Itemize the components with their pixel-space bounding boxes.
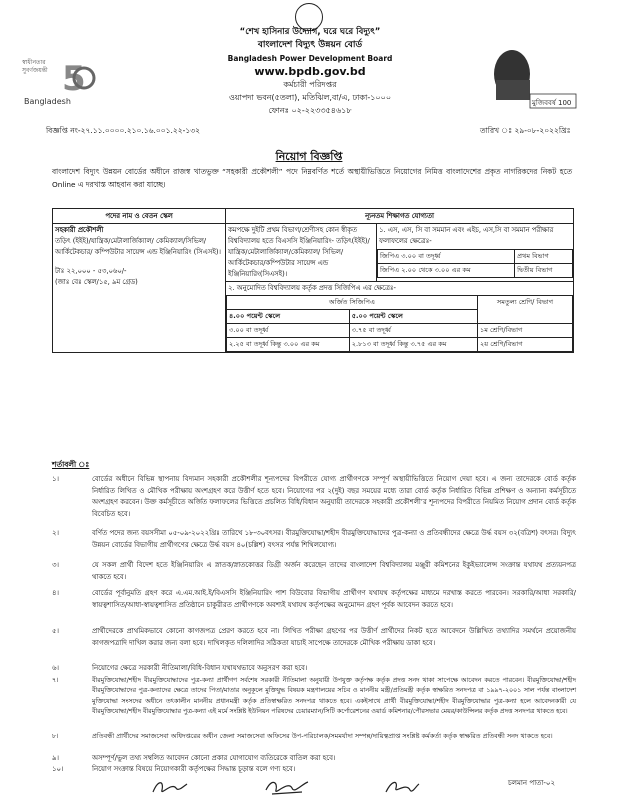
list-item	[52, 626, 576, 649]
letterhead	[170, 26, 450, 117]
ssc-div: দ্বিতীয় বিভাগ	[515, 264, 573, 278]
svg-text:স্বাধীনতার: স্বাধীনতার	[22, 59, 46, 66]
condition-number: ২।	[52, 529, 59, 537]
condition-number: ৮।	[52, 732, 59, 740]
address: ওয়াপদা ভবন(৫তলা), মতিঝিল,বা/এ, ঢাকা-১০০০	[228, 93, 392, 102]
grade: (জাঃ বেঃ স্কেল/১৫, ৯ম গ্রেড)	[55, 278, 138, 286]
intro-paragraph: বাংলাদেশ বিদ্যুৎ উন্নয়ন বোর্ডের অধীনে রাজস্ব খাতভুক্ত “সহকারী প্রকৌশলী” পদে নিম্নবর্ণিত শর্তে অস্থায়ীভিত্তিতে নিয়োগের নিমিত্ত বাংলাদেশের প্রকৃত নাগরিকদের নিকট হতে Online এ দরখাস্ত আহবান করা যাচ্ছে।	[52, 167, 572, 189]
condition-text: বোর্ডের পূর্বানুমতি গ্রহণ করে এ.এম.আই.ই/বিএসসি ইঞ্জিনিয়ারিং পাশ বিউবোর বিভাগীয় প্রার্থীগণ যথাযথ কর্তৃপক্ষের মাধ্যমে দরখাস্ত করতে পারবেন। সরকারি/আধা সরকারি/স্বায়ত্বশাসিত/আধা-স্বায়ত্বশাসিত প্রতিষ্ঠানে চাকুরীরত প্রার্থীগণকে অবশ্যই যথাযথ কর্তৃপক্ষের অনুমোদন গ্রহণ পূর্বক আবেদন করতে হবে।	[92, 589, 576, 609]
table-row	[378, 264, 573, 278]
cgpa-scale5: ৩.৭৫ বা তদূর্ধ্ব	[349, 324, 477, 338]
uni-header: ২. অনুমোদিত বিশ্ববিদ্যালয় কর্তৃক প্রদত্ত সিজিপিএ এর ক্ষেত্রেঃ-	[228, 284, 396, 292]
ssc-gpa: জিপিএ ৩.০০ বা তদূর্ধ্ব	[378, 250, 515, 264]
col-header-post: পদের নাম ও বেতন স্কেল	[53, 209, 226, 224]
mujib-borsho-logo	[460, 44, 580, 114]
condition-number: ১।	[52, 475, 59, 483]
signature-2	[262, 776, 312, 798]
list-item	[52, 731, 576, 742]
qualification-text: কমপক্ষে দুইটি প্রথম বিভাগ/শ্রেণীসহ কোন স্বীকৃত বিশ্ববিদ্যালয় হতে বিএসসি ইঞ্জিনিয়ারিং- তড়িৎ(ইইই)/যান্ত্রিক/মেটালার্জিক্যাল/কেমিক্যাল/ সিভিল/আর্কিটেকচার/কম্পিউটার সায়েন্স এন্ড ইঞ্জিনিয়ারিং(সিএসই)।	[226, 224, 377, 282]
phone: ফোনঃ ০২-২২৩৩৫৪৬১৮	[268, 106, 352, 115]
pay-scale: টাঃ ২২,০০০ - ৫৩,০৬০/-	[55, 267, 127, 275]
cgpa-class: ২য় শ্রেণি/বিভাগ	[478, 338, 573, 352]
cgpa-class: ১ম শ্রেণি/বিভাগ	[478, 324, 573, 338]
list-item	[52, 753, 576, 763]
condition-text: নিয়োগের ক্ষেত্রে সরকারী নীতিমালা/বিধি-বিধান যথাযথভাবে অনুসরণ করা হবে।	[92, 664, 308, 672]
condition-text: অসম্পূর্ণ/ভুল তথ্য সম্বলিত আবেদন কোনো প্রকার যোগাযোগ ব্যতিরেকে বাতিল করা হবে।	[92, 754, 336, 762]
cgpa-scale4: ৩.০০ বা তদূর্ধ্ব	[227, 324, 350, 338]
condition-text: প্রার্থীদেরকে প্রাথমিকভাবে কোনো কাগজপত্র প্রেরণ করতে হবে না। লিখিত পরীক্ষা গ্রহণের পর উত্তীর্ণ প্রার্থীদের নিকট হতে আবেদনে উল্লিখিত তথ্যাদির সমর্থনে প্রয়োজনীয় কাগজপত্রাদি দাখিল করার জন্য বলা হবে। দাখিলকৃত দলিলাদির সঠিকতা যাচাই সাপেক্ষে তাদেরকে মৌখিক পরীক্ষায় ডাকা হবে।	[92, 627, 576, 647]
condition-number: ৭।	[52, 677, 59, 684]
list-item	[52, 588, 576, 611]
condition-number: ৫।	[52, 627, 59, 635]
scale5-header: ৫.০০ পয়েন্ট স্কেলে	[349, 310, 477, 324]
condition-text: প্রতিবন্ধী প্রার্থীদের সমাজসেবা অধিদপ্তরের অধীন জেলা সমাজসেবা অফিসের উপ-পরিচালক/সমমর্যাদা সম্পন্ন/দায়িত্বপ্রাপ্ত সংশ্লিষ্ট কর্মকর্তা কর্তৃক স্বাক্ষরিত প্রতিবন্ধী সনদ থাকতে হবে।	[92, 732, 553, 740]
page-title: নিয়োগ বিজ্ঞপ্তি	[275, 150, 343, 163]
condition-text: যে সকল প্রার্থী বিদেশ হতে ইঞ্জিনিয়ারিং এ স্নাতক/স্নাতকোত্তর ডিগ্রী অর্জন করেছেন তাদের বাংলাদেশ বিশ্ববিদ্যালয় মঞ্জুরী কমিশনের ইকুইভ্যালেন্স সংক্রান্ত যথাযথ প্রত্যয়নপত্র থাকতে হবে।	[92, 561, 576, 581]
condition-number: ৬।	[52, 664, 59, 672]
list-item	[52, 764, 576, 774]
list-item	[52, 676, 576, 718]
cgpa-col-header: অর্জিত সিজিপিএ	[227, 296, 478, 310]
col-header-qualification: ন্যূনতম শিক্ষাগত যোগ্যতা	[226, 209, 574, 224]
conditions-title: শর্তাবলী ঃ	[52, 460, 90, 469]
svg-text:5: 5	[62, 59, 86, 99]
signature-3	[382, 776, 422, 798]
slogan: “শেখ হাসিনার উদ্যোগ, ঘরে ঘরে বিদ্যুৎ”	[239, 27, 381, 37]
list-item	[52, 560, 576, 583]
list-item	[52, 528, 576, 551]
condition-number: ৪।	[52, 589, 59, 597]
logo-right-text: মুজিববর্ষ 100	[532, 99, 572, 107]
org-name-bn: বাংলাদেশ বিদ্যুৎ উন্নয়ন বোর্ড	[257, 40, 363, 50]
condition-text: বোর্ডের অধীনে বিভিন্ন স্থাপনায় বিদ্যমান সহকারী প্রকৌশলীর শূন্যপদের বিপরীতে যোগ্য প্রার্থীগণকে সম্পূর্ণ অস্থায়ীভিত্তিতে নিয়োগ দেয়া হবে। এ জন্য তাদেরকে বোর্ড কর্তৃক নির্ধারিত লিখিত ও মৌখিক পরীক্ষায় অংশগ্রহণ করে উত্তীর্ণ হতে হবে। নিয়োগের পর ২(দুই) বছর সময়ের মধ্যে তারা বোর্ড কর্তৃক নির্ধারিত বিভিন্ন প্রশিক্ষণ ও অন্যান্য কর্মসূচীতে অংশগ্রহণ করবেন। উক্ত কর্মসূচীতে অর্জিত ফলাফলের ভিত্তিতে প্রচলিত বিধি/বিধান অনুযায়ী তাদেরকে সহকারী প্রকৌশলী’র শূন্যপদের বিপরীতে নিয়মিত নিয়োগ প্রদান বোর্ড কর্তৃক বিবেচিত হবে।	[92, 475, 576, 518]
condition-number: ১০।	[52, 765, 64, 773]
list-item	[52, 474, 576, 520]
class-col-header: সমতুল্য শ্রেণি/ বিভাগ	[478, 296, 573, 324]
ssc-header: ১. এস, এস, সি বা সমমান এবং এইচ, এস,সি বা সমমান পরীক্ষার ফলাফলের ক্ষেত্রেঃ-	[379, 226, 554, 245]
condition-text: বর্ণিত পদের জন্য বয়সসীমা ০৫-০৯-২০২২খ্রিঃ তারিখে ১৮-৩০বৎসর। বীরমুক্তিযোদ্ধা/শহীদ বীরমুক্তিযোদ্ধাদের পুত্র-কন্যা ও প্রতিবন্ধীদের ক্ষেত্রে উর্দ্ধ বয়স ৩২(বত্রিশ) বৎসর। বিদ্যুৎ উন্নয়ন বোর্ডের বিভাগীয় প্রার্থীগণের ক্ষেত্রে উর্দ্ধ বয়স ৪০(চল্লিশ) বৎসর পর্যন্ত শিথিলযোগ্য।	[92, 529, 576, 549]
table-row	[227, 338, 573, 352]
org-name-en: Bangladesh Power Development Board	[227, 54, 393, 63]
condition-number: ৩।	[52, 561, 59, 569]
condition-number: ৯।	[52, 754, 59, 762]
logo-left-text: Bangladesh	[24, 97, 71, 106]
bangladesh-50-logo	[20, 44, 98, 108]
cgpa-scale5: ২.৮১৩ বা তদূর্ধ্ব কিন্তু ৩.৭৫ এর কম	[349, 338, 477, 352]
condition-text: বীরমুক্তিযোদ্ধা/শহীদ বীরমুক্তিযোদ্ধাদের পুত্র-কন্যা প্রার্থীগণ সর্বশেষ সরকারী নীতিমালা অনুযায়ী উপযুক্ত কর্তৃপক্ষ কর্তৃক প্রদত্ত সনদ থাকা সাপেক্ষে আবেদন করতে পারবেন। বীরমুক্তিযোদ্ধা/শহীদ বীরমুক্তিযোদ্ধাদের পুত্র-কন্যাদের ক্ষেত্রে তাদের পিতা/মাতার অনুকূলে মুক্তিযুদ্ধ বিষয়ক মন্ত্রণালয়ের সচিব ও মাননীয় মন্ত্রী/প্রতিমন্ত্রী কর্তৃক স্বাক্ষরিত সনদপত্র বা ১৯৯৭-২০০১ সাল পর্যন্ত বাংলাদেশ মুক্তিযোদ্ধা সংসদের অধীনে তৎকালীন মাননীয় প্রধানমন্ত্রী কর্তৃক প্রতিস্বাক্ষরিত সনদপত্র থাকতে হবে। একইসাথে প্রার্থী বীরমুক্তিযোদ্ধা/শহীদ বীরমুক্তিযোদ্ধার পুত্র-কন্যা হলে আবেদনকারী যে বীরমুক্তিযোদ্ধা/শহীদ বীরমুক্তিযোদ্ধার পুত্র-কন্যা এই মর্মে সংশ্লিষ্ট ইউনিয়ন পরিষদের চেয়ারম্যান/সিটি কর্পোরেশনের ওয়ার্ড কমিশনার/পৌরসভার মেয়র/কাউন্সিলর কর্তৃক প্রদত্ত সনদপত্র থাকতে হবে।	[92, 677, 576, 716]
table-row	[227, 324, 573, 338]
qualification-table	[52, 208, 574, 353]
memo-number: বিজ্ঞপ্তি নং-২৭.১১.০০০০.২১০.১৬.০০১.২২-১৩২	[46, 126, 200, 135]
issue-date: তারিখ ঃ ২৯-০৮-২০২২খ্রিঃ	[480, 126, 571, 135]
cgpa-table	[226, 295, 573, 352]
list-item	[52, 663, 576, 675]
post-branches: তড়িৎ (ইইই)/যান্ত্রিক/মেটালার্জিক্যাল/ কেমিক্যাল/সিভিল/আর্কিটেকচার/ কম্পিউটার সায়েন্স এন্ড ইঞ্জিনিয়ারিং (সিএসই)।	[55, 237, 221, 256]
svg-text:সুবর্ণজয়ন্তী: সুবর্ণজয়ন্তী	[22, 67, 48, 74]
signature-1	[150, 776, 190, 798]
scale4-header: ৪.০০ পয়েন্ট স্কেলে	[227, 310, 350, 324]
post-name: সহকারী প্রকৌশলী	[55, 226, 104, 234]
ssc-div: প্রথম বিভাগ	[515, 250, 573, 264]
cgpa-scale4: ২.২৫ বা তদূর্ধ্ব কিন্তু ৩.০০ এর কম	[227, 338, 350, 352]
ssc-gpa: জিপিএ ২.০০ থেকে ৩.০০ এর কম	[378, 264, 515, 278]
ssc-table	[377, 249, 573, 278]
website-link[interactable]: www.bpdb.gov.bd	[254, 65, 366, 78]
continuation-note: চলমান পাতা-০২	[508, 779, 556, 787]
table-row	[378, 250, 573, 264]
condition-text: নিয়োগ সংক্রান্ত বিষয়ে নিয়োগকারী কর্তৃপক্ষের সিদ্ধান্ত চূড়ান্ত বলে গণ্য হবে।	[92, 765, 296, 773]
directorate: কর্মচারী পরিদপ্তর	[283, 80, 337, 89]
